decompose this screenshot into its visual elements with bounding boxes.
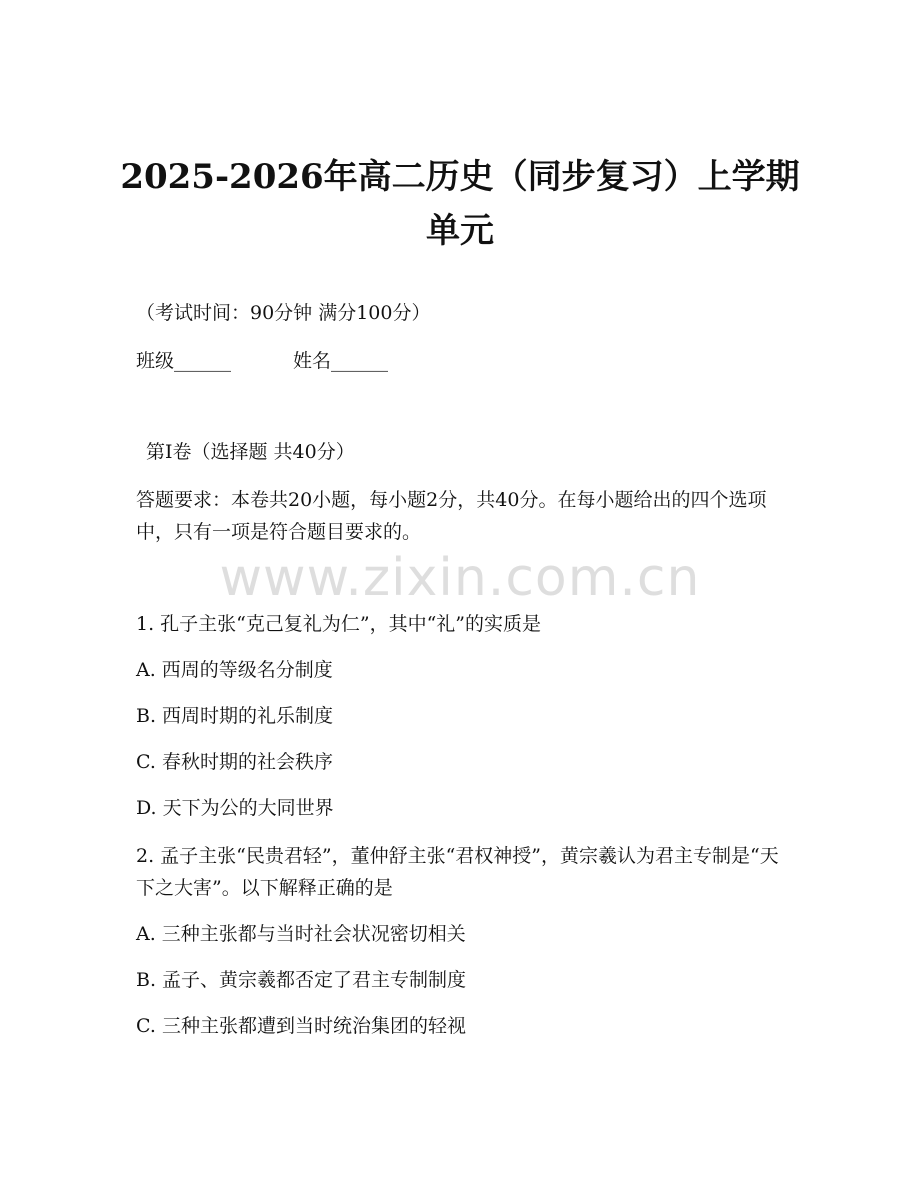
- question-1-option-a: A. 西周的等级名分制度: [136, 659, 333, 681]
- section-title: 第I卷（选择题 共40分）: [146, 441, 355, 463]
- document-title: [120, 150, 800, 258]
- question-2-option-b: B. 孟子、黄宗羲都否定了君主专制制度: [136, 969, 467, 991]
- question-1-option-d: D. 天下为公的大同世界: [136, 797, 334, 819]
- name-label: 姓名______: [293, 350, 389, 372]
- question-1-option-c: C. 春秋时期的社会秩序: [136, 751, 333, 773]
- question-2-stem: 2. 孟子主张“民贵君轻”，董仲舒主张“君权神授”，黄宗羲认为君主专制是“天下之大害”。以下解释正确的是: [136, 845, 779, 899]
- question-1-stem: 1. 孔子主张“克己复礼为仁”，其中“礼”的实质是: [136, 613, 542, 635]
- question-1-option-b: B. 西周时期的礼乐制度: [136, 705, 334, 727]
- watermark: www.zixin.com.cn: [219, 548, 701, 608]
- instructions: 答题要求：本卷共20小题，每小题2分，共40分。在每小题给出的四个选项中，只有一项是符合题目要求的。: [136, 489, 767, 543]
- question-2-option-a: A. 三种主张都与当时社会状况密切相关: [136, 923, 466, 945]
- question-2-option-c: C. 三种主张都遭到当时统治集团的轻视: [136, 1015, 466, 1037]
- class-label: 班级______: [136, 350, 232, 372]
- exam-info: （考试时间：90分钟 满分100分）: [136, 302, 431, 324]
- title-line-2: 单元: [426, 211, 494, 251]
- title-line-1: 2025-2026年高二历史（同步复习）上学期: [120, 157, 800, 197]
